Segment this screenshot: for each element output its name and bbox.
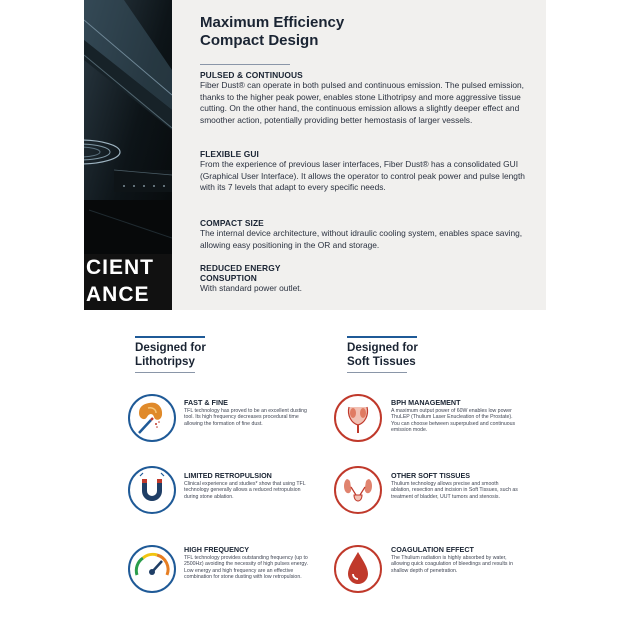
header [200,14,540,65]
feature-body: TFL technology has proved to be an excellent dusting tool. Its high frequency decreases procedural time allowing the formation of fine dust. [184,408,307,427]
section-body: Fiber Dust® can operate in both pulsed and continuous emission. The pulsed emission, thanks to the higher peak power, enables stone Lithotripsy and more aggressive tissue cutting. On the other hand, the continuous emission allows a slightly deeper effect and smoother action, potentially providing better hemostasis of larger vessels. [200,80,524,125]
feature-body: A maximum output power of 60W enables low power ThuLEP (Thulium Laser Enucleation of the Prostate). You can choose between superpulsed and continuous emission mode. [391,408,516,434]
hero-caption-line2: ANCE [86,283,150,306]
section-body: From the experience of previous laser interfaces, Fiber Dust® has a consolidated GUI (Graphical User Interface). It allows the operator to control peak power and pulse length with its 7 levels that adapt to every specific needs. [200,159,525,193]
soft-tissues-heading-rule [347,336,417,338]
feature-body: TFL technology provides outstanding frequency (up to 2500Hz) avoiding the necessity of high pulses energy. Low energy and high frequency are an effective combination for stone dusting with low retropulsion. [184,555,308,581]
hero-caption-line1: CIENT [86,256,154,279]
page-title-line1: Maximum Efficiency [200,14,345,31]
feature-title: COAGULATION EFFECT [391,545,474,554]
lithotripsy-heading-rule [135,336,205,338]
feature-title: BPH MANAGEMENT [391,398,461,407]
soft-tissues-heading-line2: Soft Tissues [347,355,416,368]
soft-tissues-heading-underline [347,372,407,373]
magnet-icon [127,465,177,515]
section-pulsed-continuous [200,70,540,126]
section-heading: PULSED & CONTINUOUS [200,70,303,80]
section-heading-line2: CONSUPTION [200,273,257,283]
kidney-laser-icon [127,393,177,443]
prostate-icon [333,393,383,443]
lithotripsy-heading [135,341,206,369]
feature-title: HIGH FREQUENCY [184,545,250,554]
section-flexible-gui [200,149,540,194]
feature-title: FAST & FINE [184,398,228,407]
section-body: The internal device architecture, without idraulic cooling system, enables space saving, allowing easy positioning in the OR and storage. [200,228,523,250]
lithotripsy-heading-line1: Designed for [135,341,206,354]
kidneys-icon [333,465,383,515]
feature-fast-fine [184,398,312,427]
gauge-icon [127,544,177,594]
lithotripsy-heading-line2: Lithotripsy [135,355,195,368]
soft-tissues-heading-line1: Designed for [347,341,418,354]
section-compact-size [200,218,540,251]
feature-body: The Thulium radiation is highly absorbed by water, allowing quick coagulation of bleedings and results in shallow depth of penetration. [391,555,513,574]
section-heading: FLEXIBLE GUI [200,149,259,159]
page-title-line2: Compact Design [200,32,319,49]
title-divider [200,64,290,65]
feature-limited-retropulsion [184,471,312,500]
section-heading-line1: REDUCED ENERGY [200,263,281,273]
feature-body: Clinical experience and studies* show that using TFL technology generally allows a reduced retropulsion during stone ablation. [184,481,306,500]
feature-coagulation-effect [391,545,519,574]
section-body: With standard power outlet. [200,283,302,293]
feature-title: LIMITED RETROPULSION [184,471,272,480]
feature-title: OTHER SOFT TISSUES [391,471,471,480]
feature-body: Thulium technology allows precise and smooth ablation, resection and incision in Soft Tissues, such as treatment of bladder, UUT tumors and stenosis. [391,481,518,500]
section-reduced-energy [200,263,540,295]
section-heading: COMPACT SIZE [200,218,264,228]
feature-bph-management [391,398,519,434]
lithotripsy-heading-underline [135,372,195,373]
feature-other-soft-tissues [391,471,519,500]
feature-high-frequency [184,545,312,581]
soft-tissues-heading [347,341,418,369]
blood-drop-icon [333,544,383,594]
